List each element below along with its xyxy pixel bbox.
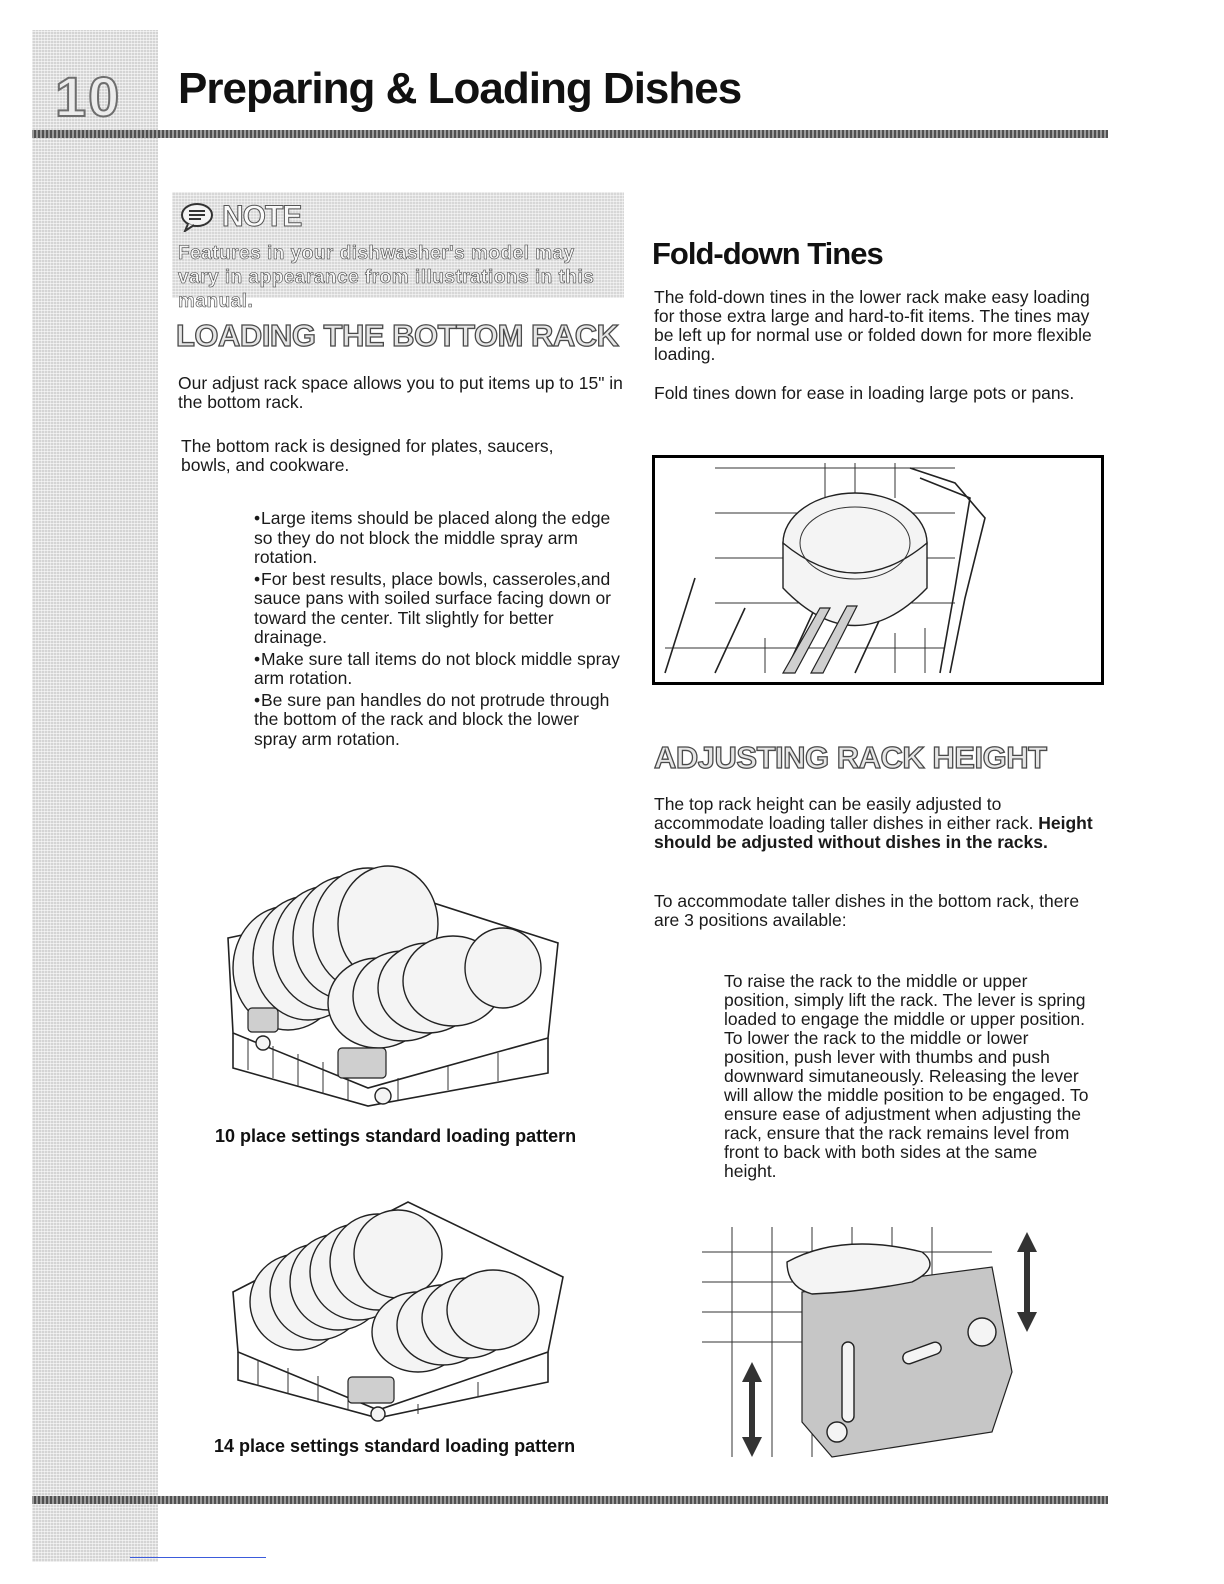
bullet-text: Large items should be placed along the edge so they do not block the middle spray arm rotation.: [254, 508, 611, 567]
note-header: [180, 200, 301, 234]
rack-height-positions: To accommodate taller dishes in the bottom rack, there are 3 positions available:: [654, 891, 1080, 930]
fold-down-description: The fold-down tines in the lower rack make easy loading for those extra large and hard-to-fit items. The tines may be left up for normal use or folded down for more flexible loading.: [654, 287, 1092, 364]
rack-14-settings-illustration: [218, 1182, 578, 1422]
rack-height-intro: [654, 795, 1102, 852]
rack-height-lever-illustration: [692, 1222, 1078, 1462]
note-text: Features in your dishwasher's model may vary in appearance from illustrations in this manual.: [178, 243, 595, 312]
list-item: •For best results, place bowls, casseroles,and sauce pans with soiled surface facing down or toward the center. Tilt slightly for better drainage.: [254, 568, 612, 647]
bullet-text: Make sure tall items do not block middle spray arm rotation.: [254, 648, 620, 688]
footer-link-underline: [130, 1557, 266, 1558]
header-rule: [32, 130, 1108, 138]
footer-rule: [32, 1496, 1108, 1504]
page-number: 10: [55, 65, 122, 128]
bottom-rack-purpose: The bottom rack is designed for plates, saucers, bowls, and cookware.: [181, 436, 554, 475]
loading-tips-list: [254, 509, 624, 751]
fold-down-tines-figure: [652, 455, 1104, 685]
note-box: [172, 192, 624, 312]
rack-height-instructions: To raise the rack to the middle or upper position, simply lift the rack. The lever is spring loaded to engage the middle or upper position. To lower the rack to the middle or lower position, push lever with thumbs and push downward simutaneously. Releasing the lever will allow the middle position to be engaged. To ensure ease of adjustment when adjusting the rack, ensure that the rack remains level from front to back with both sides at the same height.: [724, 971, 1089, 1181]
rack-height-heading: ADJUSTING RACK HEIGHT: [654, 740, 1047, 775]
caption-10-settings: 10 place settings standard loading pattern: [215, 1126, 577, 1146]
fold-down-heading: Fold-down Tines: [652, 236, 883, 271]
rack-height-warning: Height should be adjusted without dishes in the racks.: [654, 813, 1093, 852]
bottom-rack-heading: LOADING THE BOTTOM RACK: [176, 318, 619, 353]
list-item: •Make sure tall items do not block middle spray arm rotation.: [254, 648, 620, 688]
rack-10-settings-illustration: [218, 838, 578, 1110]
fold-down-tip: Fold tines down for ease in loading large pots or pans.: [654, 383, 1075, 403]
note-icon: [180, 202, 214, 232]
note-label: NOTE: [222, 200, 302, 233]
bottom-rack-intro: Our adjust rack space allows you to put items up to 15" in the bottom rack.: [178, 373, 623, 412]
list-item: •Be sure pan handles do not protrude through the bottom of the rack and block the lower spray arm rotation.: [254, 689, 610, 749]
list-item: •Large items should be placed along the edge so they do not block the middle spray arm rotation.: [254, 508, 611, 567]
bullet-text: For best results, place bowls, casseroles,and sauce pans with soiled surface facing down or toward the center. Tilt slightly for better drainage.: [254, 568, 612, 647]
rack-height-intro-text: The top rack height can be easily adjusted to accommodate loading taller dishes in either rack.: [654, 794, 1034, 833]
sidebar-band: [32, 30, 158, 1562]
fold-down-tines-illustration: [655, 458, 1101, 682]
page-title: Preparing & Loading Dishes: [178, 64, 742, 113]
bullet-text: Be sure pan handles do not protrude through the bottom of the rack and block the lower spray arm rotation.: [254, 689, 610, 749]
caption-14-settings: 14 place settings standard loading pattern: [214, 1436, 576, 1456]
